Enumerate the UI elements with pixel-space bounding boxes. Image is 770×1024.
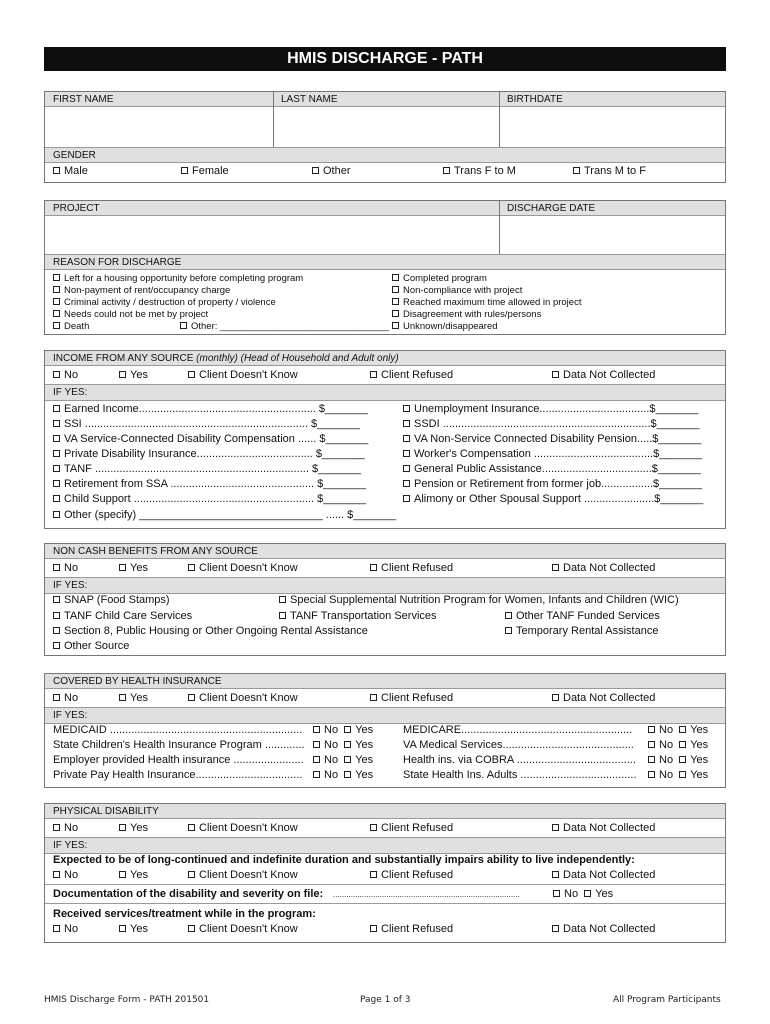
reason-criminal-option[interactable]	[53, 297, 276, 308]
footer-form-name: HMIS Discharge Form - PATH 201501	[44, 995, 210, 1005]
option-label: Special Supplemental Nutrition Program for Women, Infants and Children (WIC)	[290, 594, 679, 606]
discharge-date-field[interactable]	[500, 217, 726, 254]
checkbox-icon[interactable]	[119, 694, 126, 701]
client-header-row	[45, 92, 725, 107]
answer-no-option[interactable]	[53, 692, 78, 704]
answer-yes-option[interactable]	[119, 869, 148, 881]
reason-housing-option[interactable]	[53, 273, 303, 284]
reason-completed-option[interactable]	[392, 273, 487, 284]
option-label: Disagreement with rules/persons	[403, 309, 542, 320]
option-label: Yes	[130, 923, 148, 935]
option-label: No	[64, 822, 79, 834]
option-label: Yes	[690, 739, 709, 751]
disability-question-duration: Expected to be of long-continued and indefinite duration and substantially impairs ability to live independently:	[53, 854, 635, 866]
option-label: No	[564, 888, 579, 900]
reason-label: REASON FOR DISCHARGE	[45, 255, 725, 270]
option-label: Temporary Rental Assistance	[516, 625, 659, 637]
health-title: COVERED BY HEALTH INSURANCE	[45, 674, 725, 689]
income-item-label: Alimony or Other Spousal Support .......................$_______	[414, 493, 704, 505]
option-label: Other Source	[64, 640, 130, 652]
option-label: No	[324, 754, 339, 766]
checkbox-icon[interactable]	[403, 405, 410, 412]
checkbox-icon[interactable]	[53, 405, 60, 412]
client-section	[44, 91, 726, 183]
checkbox-icon[interactable]	[53, 286, 60, 293]
project-header-row	[45, 201, 725, 216]
first-name-label: FIRST NAME	[53, 94, 114, 105]
reason-noncompliance-option[interactable]	[392, 285, 522, 296]
income-item-label: VA Non-Service Connected Disability Pension.....$_______	[414, 433, 702, 445]
answer-no-option[interactable]	[53, 369, 78, 381]
option-label: Male	[64, 165, 88, 177]
answer-dk-option[interactable]	[188, 923, 298, 935]
reason-death-option[interactable]	[53, 321, 89, 332]
option-label: Data Not Collected	[563, 369, 656, 381]
discharge-date-label: DISCHARGE DATE	[507, 203, 596, 214]
checkbox-icon[interactable]	[53, 480, 60, 487]
checkbox-icon[interactable]	[392, 322, 399, 329]
answer-dnc-option[interactable]	[552, 692, 655, 704]
birthdate-field[interactable]	[500, 108, 726, 147]
income-item-label: Worker's Compensation .......................................$_______	[414, 448, 703, 460]
income-item-label: Other (specify) ______________________________ ...... $_______	[64, 509, 397, 521]
last-name-field[interactable]	[274, 108, 499, 147]
gender-female-option[interactable]	[181, 165, 229, 177]
answer-refused-option[interactable]	[370, 369, 453, 381]
option-label: Trans M to F	[584, 165, 646, 177]
checkbox-icon[interactable]	[53, 167, 60, 174]
gender-other-option[interactable]	[312, 165, 351, 177]
checkbox-icon[interactable]	[53, 274, 60, 281]
yes-no-pair	[648, 739, 708, 751]
checkbox-icon[interactable]	[344, 771, 351, 778]
answer-dk-option[interactable]	[188, 562, 298, 574]
gender-trans-m-to-f-option[interactable]	[573, 165, 646, 177]
checkbox-icon[interactable]	[188, 824, 195, 831]
checkbox-icon[interactable]	[53, 322, 60, 329]
checkbox-icon[interactable]	[648, 771, 655, 778]
checkbox-icon[interactable]	[679, 771, 686, 778]
option-label: Client Refused	[381, 822, 454, 834]
option-label: TANF Child Care Services	[64, 610, 193, 622]
checkbox-icon[interactable]	[392, 286, 399, 293]
disability-title: PHYSICAL DISABILITY	[45, 804, 725, 819]
noncash-item[interactable]	[505, 625, 658, 637]
checkbox-icon[interactable]	[53, 642, 60, 649]
income-section	[44, 350, 726, 529]
checkbox-icon[interactable]	[313, 771, 320, 778]
checkbox-icon[interactable]	[648, 741, 655, 748]
answer-no-option[interactable]	[53, 822, 78, 834]
option-label: Other TANF Funded Services	[516, 610, 660, 622]
reason-unknown-option[interactable]	[392, 321, 498, 332]
project-label: PROJECT	[53, 203, 100, 214]
answer-dnc-option[interactable]	[552, 822, 655, 834]
divider	[45, 884, 725, 885]
gender-label: GENDER	[45, 148, 725, 163]
checkbox-icon[interactable]	[648, 756, 655, 763]
checkbox-icon[interactable]	[370, 871, 377, 878]
checkbox-icon[interactable]	[584, 890, 591, 897]
answer-refused-option[interactable]	[370, 923, 453, 935]
reason-disagreement-option[interactable]	[392, 309, 541, 320]
other-reason-line[interactable]: ________________________________	[220, 321, 390, 332]
option-label: Yes	[355, 754, 374, 766]
income-item-label: Earned Income.......................................................... $_______	[64, 403, 368, 415]
option-label: Client Refused	[381, 562, 454, 574]
option-label: No	[659, 739, 674, 751]
checkbox-icon[interactable]	[552, 824, 559, 831]
answer-no-option[interactable]	[53, 562, 78, 574]
option-label: Left for a housing opportunity before completing program	[64, 273, 304, 284]
checkbox-icon[interactable]	[552, 564, 559, 571]
option-label: No	[659, 754, 674, 766]
checkbox-icon[interactable]	[313, 726, 320, 733]
checkbox-icon[interactable]	[53, 925, 60, 932]
checkbox-icon[interactable]	[313, 741, 320, 748]
gender-male-option[interactable]	[53, 165, 88, 177]
checkbox-icon[interactable]	[573, 167, 580, 174]
option-label: No	[659, 769, 674, 781]
checkbox-icon[interactable]	[392, 298, 399, 305]
noncash-item[interactable]	[279, 610, 437, 622]
health-item-label: VA Medical Services...........................................	[403, 739, 634, 751]
checkbox-icon[interactable]	[53, 627, 60, 634]
answer-yes-option[interactable]	[119, 562, 148, 574]
noncash-item[interactable]	[53, 610, 192, 622]
health-item-label: Private Pay Health Insurance...................................	[53, 769, 303, 781]
health-item-label: State Children's Health Insurance Program .............	[53, 739, 305, 751]
checkbox-icon[interactable]	[53, 871, 60, 878]
checkbox-icon[interactable]	[53, 435, 60, 442]
income-item-label: VA Service-Connected Disability Compensation ...... $_______	[64, 433, 369, 445]
option-label: SNAP (Food Stamps)	[64, 594, 170, 606]
option-label: No	[64, 369, 79, 381]
noncash-item[interactable]	[53, 594, 170, 606]
gender-trans-f-to-m-option[interactable]	[443, 165, 516, 177]
if-yes-label: IF YES:	[45, 837, 725, 854]
answer-refused-option[interactable]	[370, 869, 453, 881]
option-label: Yes	[355, 739, 374, 751]
footer-page-number: Page 1 of 3	[360, 995, 411, 1005]
income-item-label: General Public Assistance....................................$_______	[414, 463, 701, 475]
disability-question-documentation: Documentation of the disability and severity on file:	[53, 888, 324, 900]
option-label: Death	[64, 321, 90, 332]
answer-no-option[interactable]	[53, 869, 78, 881]
yes-no-pair	[648, 769, 708, 781]
checkbox-icon[interactable]	[53, 450, 60, 457]
footer-audience: All Program Participants	[613, 995, 721, 1005]
checkbox-icon[interactable]	[403, 450, 410, 457]
option-label: Yes	[690, 724, 709, 736]
option-label: Unknown/disappeared	[403, 321, 498, 332]
yes-no-pair	[313, 739, 373, 751]
option-label: Yes	[690, 754, 709, 766]
checkbox-icon[interactable]	[552, 925, 559, 932]
if-yes-label: IF YES:	[45, 707, 725, 724]
yes-no-pair	[648, 754, 708, 766]
reason-needs-option[interactable]	[53, 309, 208, 320]
checkbox-icon[interactable]	[188, 564, 195, 571]
option-label: No	[659, 724, 674, 736]
noncash-section	[44, 543, 726, 656]
option-label: Reached maximum time allowed in project	[403, 297, 582, 308]
checkbox-icon[interactable]	[392, 310, 399, 317]
yes-no-pair	[313, 769, 373, 781]
checkbox-icon[interactable]	[344, 726, 351, 733]
answer-no-option[interactable]	[53, 923, 78, 935]
reason-nonpayment-option[interactable]	[53, 285, 230, 296]
income-title-note: (monthly) (Head of Household and Adult only)	[196, 353, 399, 364]
checkbox-icon[interactable]	[53, 420, 60, 427]
health-item-label: Health ins. via COBRA .......................................	[403, 754, 636, 766]
checkbox-icon[interactable]	[181, 167, 188, 174]
checkbox-icon[interactable]	[119, 371, 126, 378]
birthdate-label: BIRTHDATE	[507, 94, 563, 105]
checkbox-icon[interactable]	[53, 596, 60, 603]
option-label: TANF Transportation Services	[290, 610, 437, 622]
option-label: Yes	[130, 692, 148, 704]
checkbox-icon[interactable]	[312, 167, 319, 174]
income-item-label: Unemployment Insurance....................................$_______	[414, 403, 699, 415]
checkbox-icon[interactable]	[53, 511, 60, 518]
option-label: Client Doesn't Know	[199, 822, 298, 834]
option-label: Yes	[690, 769, 709, 781]
checkbox-icon[interactable]	[370, 694, 377, 701]
answer-dk-option[interactable]	[188, 869, 298, 881]
option-label: Other:	[191, 321, 218, 332]
checkbox-icon[interactable]	[313, 756, 320, 763]
option-label: Yes	[355, 724, 374, 736]
checkbox-icon[interactable]	[648, 726, 655, 733]
option-label: Client Doesn't Know	[199, 923, 298, 935]
option-label: Criminal activity / destruction of property / violence	[64, 297, 276, 308]
income-item-label: Pension or Retirement from former job.................$_______	[414, 478, 702, 490]
option-label: No	[64, 923, 79, 935]
checkbox-icon[interactable]	[119, 925, 126, 932]
health-item-label: MEDICAID ...............................................................	[53, 724, 303, 736]
answer-dk-option[interactable]	[188, 822, 298, 834]
income-item-label: Child Support ........................................................... $_______	[64, 493, 367, 505]
checkbox-icon[interactable]	[392, 274, 399, 281]
option-label: Yes	[595, 888, 614, 900]
option-label: Client Doesn't Know	[199, 369, 298, 381]
checkbox-icon[interactable]	[279, 596, 286, 603]
option-label: Data Not Collected	[563, 822, 656, 834]
checkbox-icon[interactable]	[505, 612, 512, 619]
option-label: Trans F to M	[454, 165, 516, 177]
answer-refused-option[interactable]	[370, 562, 453, 574]
checkbox-icon[interactable]	[188, 371, 195, 378]
checkbox-icon[interactable]	[679, 741, 686, 748]
checkbox-icon[interactable]	[403, 420, 410, 427]
health-item-label: State Health Ins. Adults ......................................	[403, 769, 637, 781]
checkbox-icon[interactable]	[344, 756, 351, 763]
option-label: Female	[192, 165, 229, 177]
checkbox-icon[interactable]	[119, 564, 126, 571]
checkbox-icon[interactable]	[188, 925, 195, 932]
option-label: Yes	[355, 769, 374, 781]
noncash-item[interactable]	[53, 640, 129, 652]
option-label: Yes	[130, 869, 148, 881]
option-label: No	[64, 562, 79, 574]
option-label: Non-payment of rent/occupancy charge	[64, 285, 231, 296]
income-item-label: TANF ...................................................................... $_______	[64, 463, 361, 475]
checkbox-icon[interactable]	[53, 298, 60, 305]
option-label: Client Refused	[381, 369, 454, 381]
noncash-item[interactable]	[53, 625, 368, 637]
option-label: Yes	[130, 822, 148, 834]
option-label: Data Not Collected	[563, 562, 656, 574]
income-item-label: Retirement from SSA ............................................... $_______	[64, 478, 367, 490]
noncash-item[interactable]	[279, 594, 679, 606]
checkbox-icon[interactable]	[188, 694, 195, 701]
yes-no-pair	[553, 888, 613, 900]
answer-dk-option[interactable]	[188, 692, 298, 704]
answer-yes-option[interactable]	[119, 369, 148, 381]
yes-no-pair	[313, 724, 373, 736]
option-label: Section 8, Public Housing or Other Ongoing Rental Assistance	[64, 625, 368, 637]
income-title-text: INCOME FROM ANY SOURCE	[53, 353, 194, 364]
option-label: Data Not Collected	[563, 692, 656, 704]
health-section	[44, 673, 726, 788]
checkbox-icon[interactable]	[53, 612, 60, 619]
option-label: Client Doesn't Know	[199, 869, 298, 881]
if-yes-label: IF YES:	[45, 384, 725, 401]
checkbox-icon[interactable]	[370, 564, 377, 571]
option-label: Completed program	[403, 273, 487, 284]
option-label: Client Refused	[381, 923, 454, 935]
option-label: Client Doesn't Know	[199, 562, 298, 574]
checkbox-icon[interactable]	[119, 871, 126, 878]
checkbox-icon[interactable]	[403, 435, 410, 442]
disability-section	[44, 803, 726, 943]
checkbox-icon[interactable]	[403, 465, 410, 472]
answer-dnc-option[interactable]	[552, 923, 655, 935]
checkbox-icon[interactable]	[119, 824, 126, 831]
option-label: No	[324, 724, 339, 736]
option-label: Non-compliance with project	[403, 285, 523, 296]
answer-dnc-option[interactable]	[552, 869, 655, 881]
option-label: Other	[323, 165, 351, 177]
health-item-label: Employer provided Health insurance .......................	[53, 754, 304, 766]
checkbox-icon[interactable]	[53, 495, 60, 502]
yes-no-pair	[313, 754, 373, 766]
option-label: Client Refused	[381, 692, 454, 704]
checkbox-icon[interactable]	[180, 322, 187, 329]
checkbox-icon[interactable]	[443, 167, 450, 174]
checkbox-icon[interactable]	[53, 694, 60, 701]
checkbox-icon[interactable]	[403, 480, 410, 487]
option-label: Needs could not be met by project	[64, 309, 209, 320]
answer-dnc-option[interactable]	[552, 369, 655, 381]
yes-no-pair	[648, 724, 708, 736]
project-field[interactable]	[45, 217, 499, 254]
checkbox-icon[interactable]	[552, 694, 559, 701]
answer-dnc-option[interactable]	[552, 562, 655, 574]
first-name-field[interactable]	[45, 108, 273, 147]
checkbox-icon[interactable]	[53, 371, 60, 378]
income-item-label: SSI ......................................................................... $_______	[64, 418, 360, 430]
option-label: Data Not Collected	[563, 869, 656, 881]
option-label: No	[324, 739, 339, 751]
option-label: No	[324, 769, 339, 781]
answer-dk-option[interactable]	[188, 369, 298, 381]
income-title	[45, 351, 725, 366]
if-yes-label: IF YES:	[45, 577, 725, 594]
checkbox-icon[interactable]	[370, 371, 377, 378]
noncash-item[interactable]	[505, 610, 660, 622]
option-label: Client Doesn't Know	[199, 692, 298, 704]
checkbox-icon[interactable]	[552, 871, 559, 878]
checkbox-icon[interactable]	[679, 726, 686, 733]
reason-other-option[interactable]	[180, 321, 389, 332]
option-label: Data Not Collected	[563, 923, 656, 935]
dot-leader: ....................................................................................	[333, 890, 520, 899]
answer-yes-option[interactable]	[119, 692, 148, 704]
divider	[45, 903, 725, 904]
health-item-label: MEDICARE........................................................	[403, 724, 633, 736]
option-label: Yes	[130, 369, 148, 381]
noncash-title: NON CASH BENEFITS FROM ANY SOURCE	[45, 544, 725, 559]
checkbox-icon[interactable]	[505, 627, 512, 634]
option-label: Yes	[130, 562, 148, 574]
checkbox-icon[interactable]	[53, 465, 60, 472]
option-label: No	[64, 692, 79, 704]
checkbox-icon[interactable]	[279, 612, 286, 619]
disability-question-services: Received services/treatment while in the program:	[53, 908, 316, 920]
form-title: HMIS DISCHARGE - PATH	[44, 47, 726, 71]
checkbox-icon[interactable]	[679, 756, 686, 763]
answer-yes-option[interactable]	[119, 822, 148, 834]
answer-yes-option[interactable]	[119, 923, 148, 935]
checkbox-icon[interactable]	[53, 564, 60, 571]
checkbox-icon[interactable]	[553, 890, 560, 897]
checkbox-icon[interactable]	[53, 310, 60, 317]
project-section	[44, 200, 726, 335]
income-item-label: Private Disability Insurance...................................... $_______	[64, 448, 365, 460]
answer-refused-option[interactable]	[370, 822, 453, 834]
checkbox-icon[interactable]	[344, 741, 351, 748]
checkbox-icon[interactable]	[53, 824, 60, 831]
income-item-label: SSDI ....................................................................$_______	[414, 418, 700, 430]
checkbox-icon[interactable]	[188, 871, 195, 878]
last-name-label: LAST NAME	[281, 94, 338, 105]
answer-refused-option[interactable]	[370, 692, 453, 704]
option-label: Client Refused	[381, 869, 454, 881]
checkbox-icon[interactable]	[403, 495, 410, 502]
checkbox-icon[interactable]	[552, 371, 559, 378]
option-label: No	[64, 869, 79, 881]
checkbox-icon[interactable]	[370, 824, 377, 831]
reason-max-time-option[interactable]	[392, 297, 581, 308]
checkbox-icon[interactable]	[370, 925, 377, 932]
